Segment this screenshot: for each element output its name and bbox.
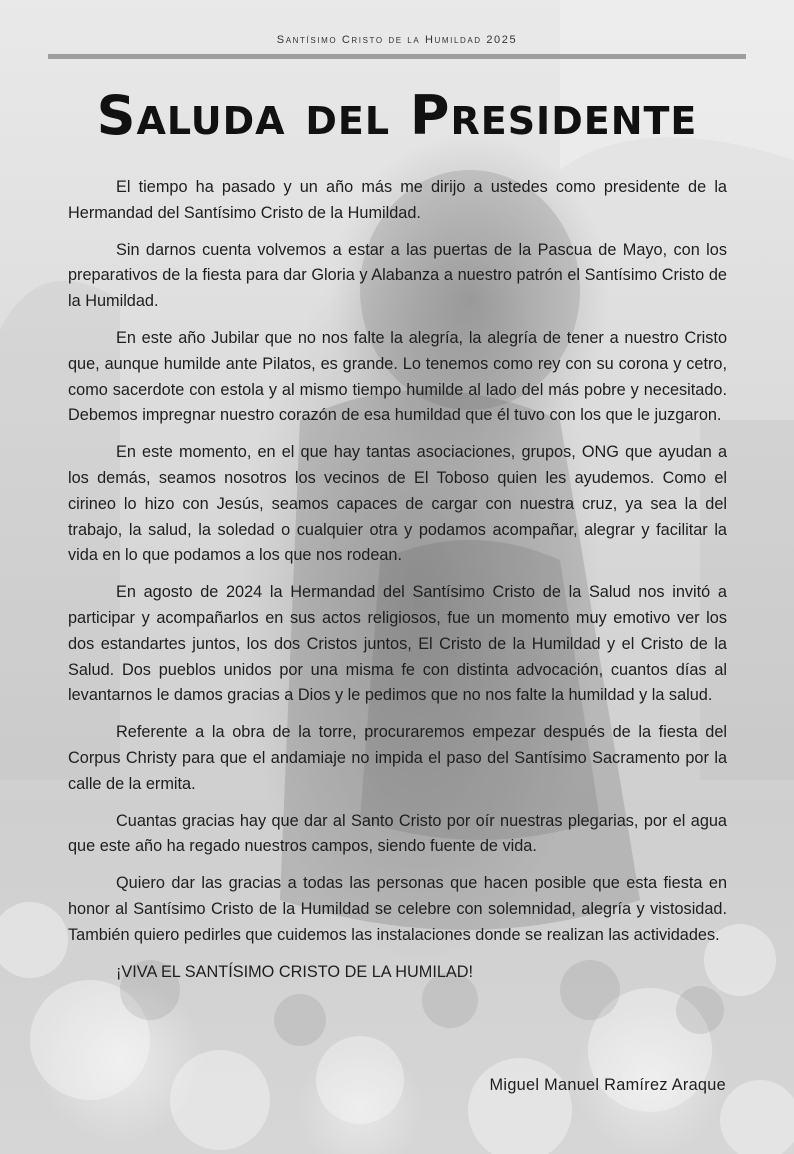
paragraph: Cuantas gracias hay que dar al Santo Cristo por oír nuestras plegarias, por el agua que este año ha regado nuestros campos, siendo fuente de vida. xyxy=(68,811,727,856)
page-title: Saluda del Presidente xyxy=(96,84,698,147)
header-rule xyxy=(48,54,746,59)
closing-exclamation: ¡VIVA EL SANTÍSIMO CRISTO DE LA HUMILAD! xyxy=(116,962,474,981)
paragraph: Referente a la obra de la torre, procuraremos empezar después de la fiesta del Corpus Christy para que el andamiaje no impida el paso del Santísimo Sacramento por la calle de la ermita. xyxy=(68,723,727,793)
paragraph: En este momento, en el que hay tantas asociaciones, grupos, ONG que ayudan a los demás, seamos nosotros los vecinos de El Toboso quien les ayudemos. Como el cirineo lo hizo con Jesús, seamos capaces de cargar con nuestra cruz, ya sea la del trabajo, la salud, la soledad o cualquier otra y podamos acompañar, alegrar y facilitar la vida en lo que podamos a los que nos rodean. xyxy=(68,443,727,565)
paragraph: Sin darnos cuenta volvemos a estar a las puertas de la Pascua de Mayo, con los preparativos de la fiesta para dar Gloria y Alabanza a nuestro patrón el Santísimo Cristo de la Humildad. xyxy=(68,240,727,311)
running-header: Santísimo Cristo de la Humildad 2025 xyxy=(276,34,518,46)
paragraph: Quiero dar las gracias a todas las personas que hacen posible que esta fiesta en honor al Santísimo Cristo de la Humildad se celebre con solemnidad, alegría y vistosidad. También quiero pedirles que cuidemos las instalaciones donde se realizan las actividades. xyxy=(68,874,727,944)
paragraph: El tiempo ha pasado y un año más me dirijo a ustedes como presidente de la Hermandad del Santísimo Cristo de la Humildad. xyxy=(68,178,727,222)
signature: Miguel Manuel Ramírez Araque xyxy=(489,1076,726,1094)
letter-body xyxy=(68,175,727,996)
paragraph: En agosto de 2024 la Hermandad del Santísimo Cristo de la Salud nos invitó a participar y acompañarlos en sus actos religiosos, fue un momento muy emotivo ver los dos estandartes juntos, los dos Cristos juntos, El Cristo de la Humildad y el Cristo de la Salud. Dos pueblos unidos por una misma fe con distinta advocación, cuantos días al levantarnos le damos gracias a Dios y le pedimos que no nos falte la humildad y la salud. xyxy=(68,583,727,705)
paragraph: En este año Jubilar que no nos falte la alegría, la alegría de tener a nuestro Cristo que, aunque humilde ante Pilatos, es grande. Lo tenemos como rey con su corona y cetro, como sacerdote con estola y al mismo tiempo humilde al lado del más pobre y necesitado. Debemos impregnar nuestro corazón de esa humildad que él tuvo con los que le juzgaron. xyxy=(68,328,727,425)
